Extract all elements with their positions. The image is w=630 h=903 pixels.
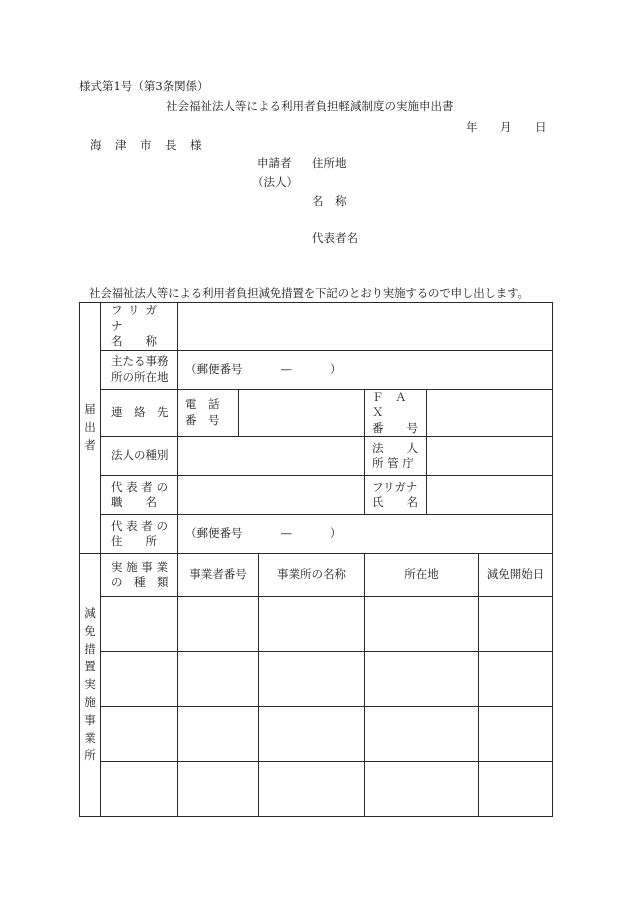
cell[interactable] [479,762,553,817]
postal-dash: — [280,361,292,376]
table-row [80,476,553,515]
vertical-char: 施 [84,695,96,709]
table-row [80,707,553,762]
postal-suffix: ） [330,361,342,376]
contact-label: 連 絡 先 [101,389,178,437]
offices-section-label [80,554,101,817]
fax-field[interactable] [427,389,553,437]
cell[interactable] [479,597,553,652]
name-label: 名 称 [312,194,347,208]
corp-type-field[interactable] [178,437,365,476]
table-row [80,652,553,707]
cell[interactable] [259,597,365,652]
cell[interactable] [479,652,553,707]
postal-suffix: ） [330,526,342,541]
vertical-char: 業 [84,730,96,745]
table-row [80,597,553,652]
rep-title-label: 代 表 者 の 職 名 [101,476,178,515]
phone-field[interactable] [239,389,365,437]
phone-label: 電 話 番 号 [178,389,239,437]
fax-label: Ｆ Ａ Ｘ 番 号 [365,389,427,437]
cell[interactable] [101,597,178,652]
vertical-char: 実 [84,677,96,692]
office-location-label: 主たる事務 所の所在地 [101,350,178,389]
rep-address-field[interactable] [178,515,553,554]
cell[interactable] [178,597,259,652]
col-location: 所在地 [365,554,479,597]
table-row [80,303,553,351]
col-provider-number: 事業者番号 [178,554,259,597]
cell[interactable] [178,652,259,707]
cell[interactable] [178,707,259,762]
date-month: 月 [500,120,512,134]
cell[interactable] [259,652,365,707]
cell[interactable] [259,762,365,817]
notifier-section-label [80,303,101,554]
col-service-type: 実 施 事 業 の 種 類 [101,554,178,597]
furigana-name-field[interactable] [178,303,553,351]
jurisdiction-field[interactable] [427,437,553,476]
table-row [80,554,553,597]
vertical-char: 事 [84,712,96,727]
cell[interactable] [101,762,178,817]
table-row [80,389,553,437]
document-title: 社会福祉法人等による利用者負担軽減制度の実施申出書 [166,99,454,113]
cell[interactable] [365,652,479,707]
postal-prefix: （郵便番号 [185,361,243,376]
table-row [80,515,553,554]
table-row [80,437,553,476]
cell[interactable] [259,707,365,762]
office-location-field[interactable] [178,350,553,389]
statement: 社会福祉法人等による利用者負担減免措置を下記のとおり実施するので申し出します。 [89,286,529,300]
table-row [80,350,553,389]
vertical-char: 出 [84,420,96,435]
representative-label: 代表者名 [312,231,358,245]
application-form-table [79,302,553,817]
col-office-name: 事業所の名称 [259,554,365,597]
vertical-char: 減 [84,605,96,620]
cell[interactable] [101,652,178,707]
rep-title-field[interactable] [178,476,365,515]
vertical-char: 措 [84,641,96,656]
date-year: 年 [466,120,478,134]
furigana-name-label: フリガナ 名 称 [101,303,178,351]
vertical-char: 免 [84,623,96,638]
cell[interactable] [365,597,479,652]
cell[interactable] [101,707,178,762]
form-number: 様式第1号（第3条関係） [79,79,209,93]
vertical-char: 届 [84,402,96,417]
rep-furigana-label: フリガナ 氏 名 [365,476,427,515]
rep-address-label: 代 表 者 の 住 所 [101,515,178,554]
vertical-char: 者 [84,437,96,452]
rep-name-field[interactable] [427,476,553,515]
corp-label: （法人） [252,175,298,189]
table-row [80,762,553,817]
vertical-char: 置 [84,659,96,674]
col-start-date: 減免開始日 [479,554,553,597]
vertical-char: 所 [84,748,96,763]
address-label: 住所地 [312,156,347,170]
corp-type-label: 法人の種別 [101,437,178,476]
addressee: 海 津 市 長 様 [90,138,203,152]
postal-prefix: （郵便番号 [185,526,243,541]
cell[interactable] [365,762,479,817]
postal-dash: — [280,526,292,541]
cell[interactable] [365,707,479,762]
applicant-label: 申請者 [257,156,292,170]
cell[interactable] [479,707,553,762]
jurisdiction-label: 法 人 所 管 庁 [365,437,427,476]
cell[interactable] [178,762,259,817]
date-day: 日 [535,120,547,134]
